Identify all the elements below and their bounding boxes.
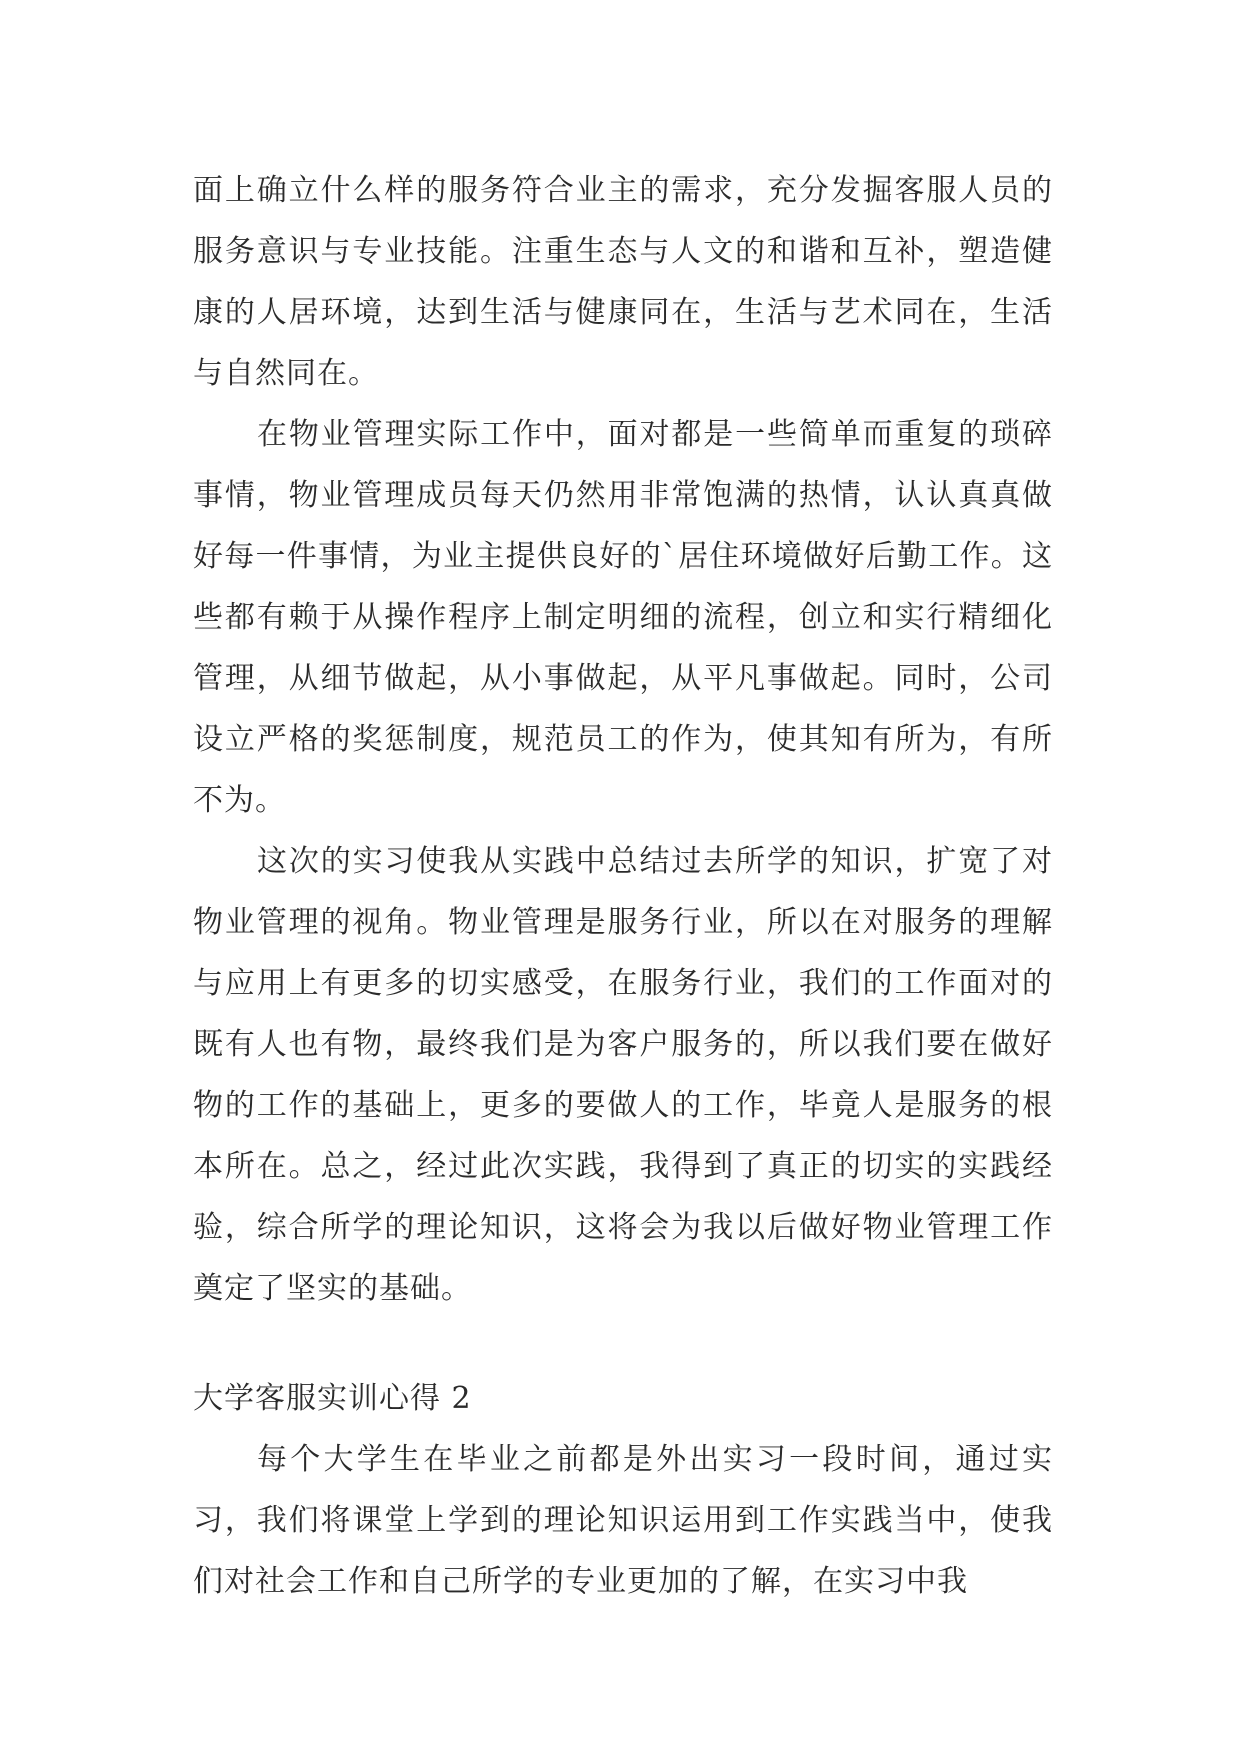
paragraph-property-management-work: 在物业管理实际工作中，面对都是一些简单而重复的琐碎事情，物业管理成员每天仍然用非常饱满的热情，认认真真做好每一件事情，为业主提供良好的`居住环境做好后勤工作。这些都有赖于从操作程序上制定明细的流程，创立和实行精细化管理，从细节做起，从小事做起，从平凡事做起。同时，公司设立严格的奖惩制度，规范员工的作为，使其知有所为，有所不为。 — [193, 417, 1053, 818]
paragraph-internship-summary: 这次的实习使我从实践中总结过去所学的知识，扩宽了对物业管理的视角。物业管理是服务行业，所以在对服务的理解与应用上有更多的切实感受，在服务行业，我们的工作面对的既有人也有物，最终我们是为客户服务的，所以我们要在做好物的工作的基础上，更多的要做人的工作，毕竟人是服务的根本所在。总之，经过此次实践，我得到了真正的切实的实践经验，综合所学的理论知识，这将会为我以后做好物业管理工作奠定了坚实的基础。 — [193, 844, 1053, 1306]
paragraph-continuation: 面上确立什么样的服务符合业主的需求，充分发掘客服人员的服务意识与专业技能。注重生态与人文的和谐和互补，塑造健康的人居环境，达到生活与健康同在，生活与艺术同在，生活与自然同在。 — [193, 173, 1053, 391]
section-title: 大学客服实训心得 2 — [193, 1381, 472, 1416]
document-body — [193, 160, 1053, 1612]
paragraph-section-intro: 每个大学生在毕业之前都是外出实习一段时间，通过实习，我们将课堂上学到的理论知识运用到工作实践当中，使我们对社会工作和自己所学的专业更加的了解，在实习中我 — [193, 1442, 1053, 1599]
